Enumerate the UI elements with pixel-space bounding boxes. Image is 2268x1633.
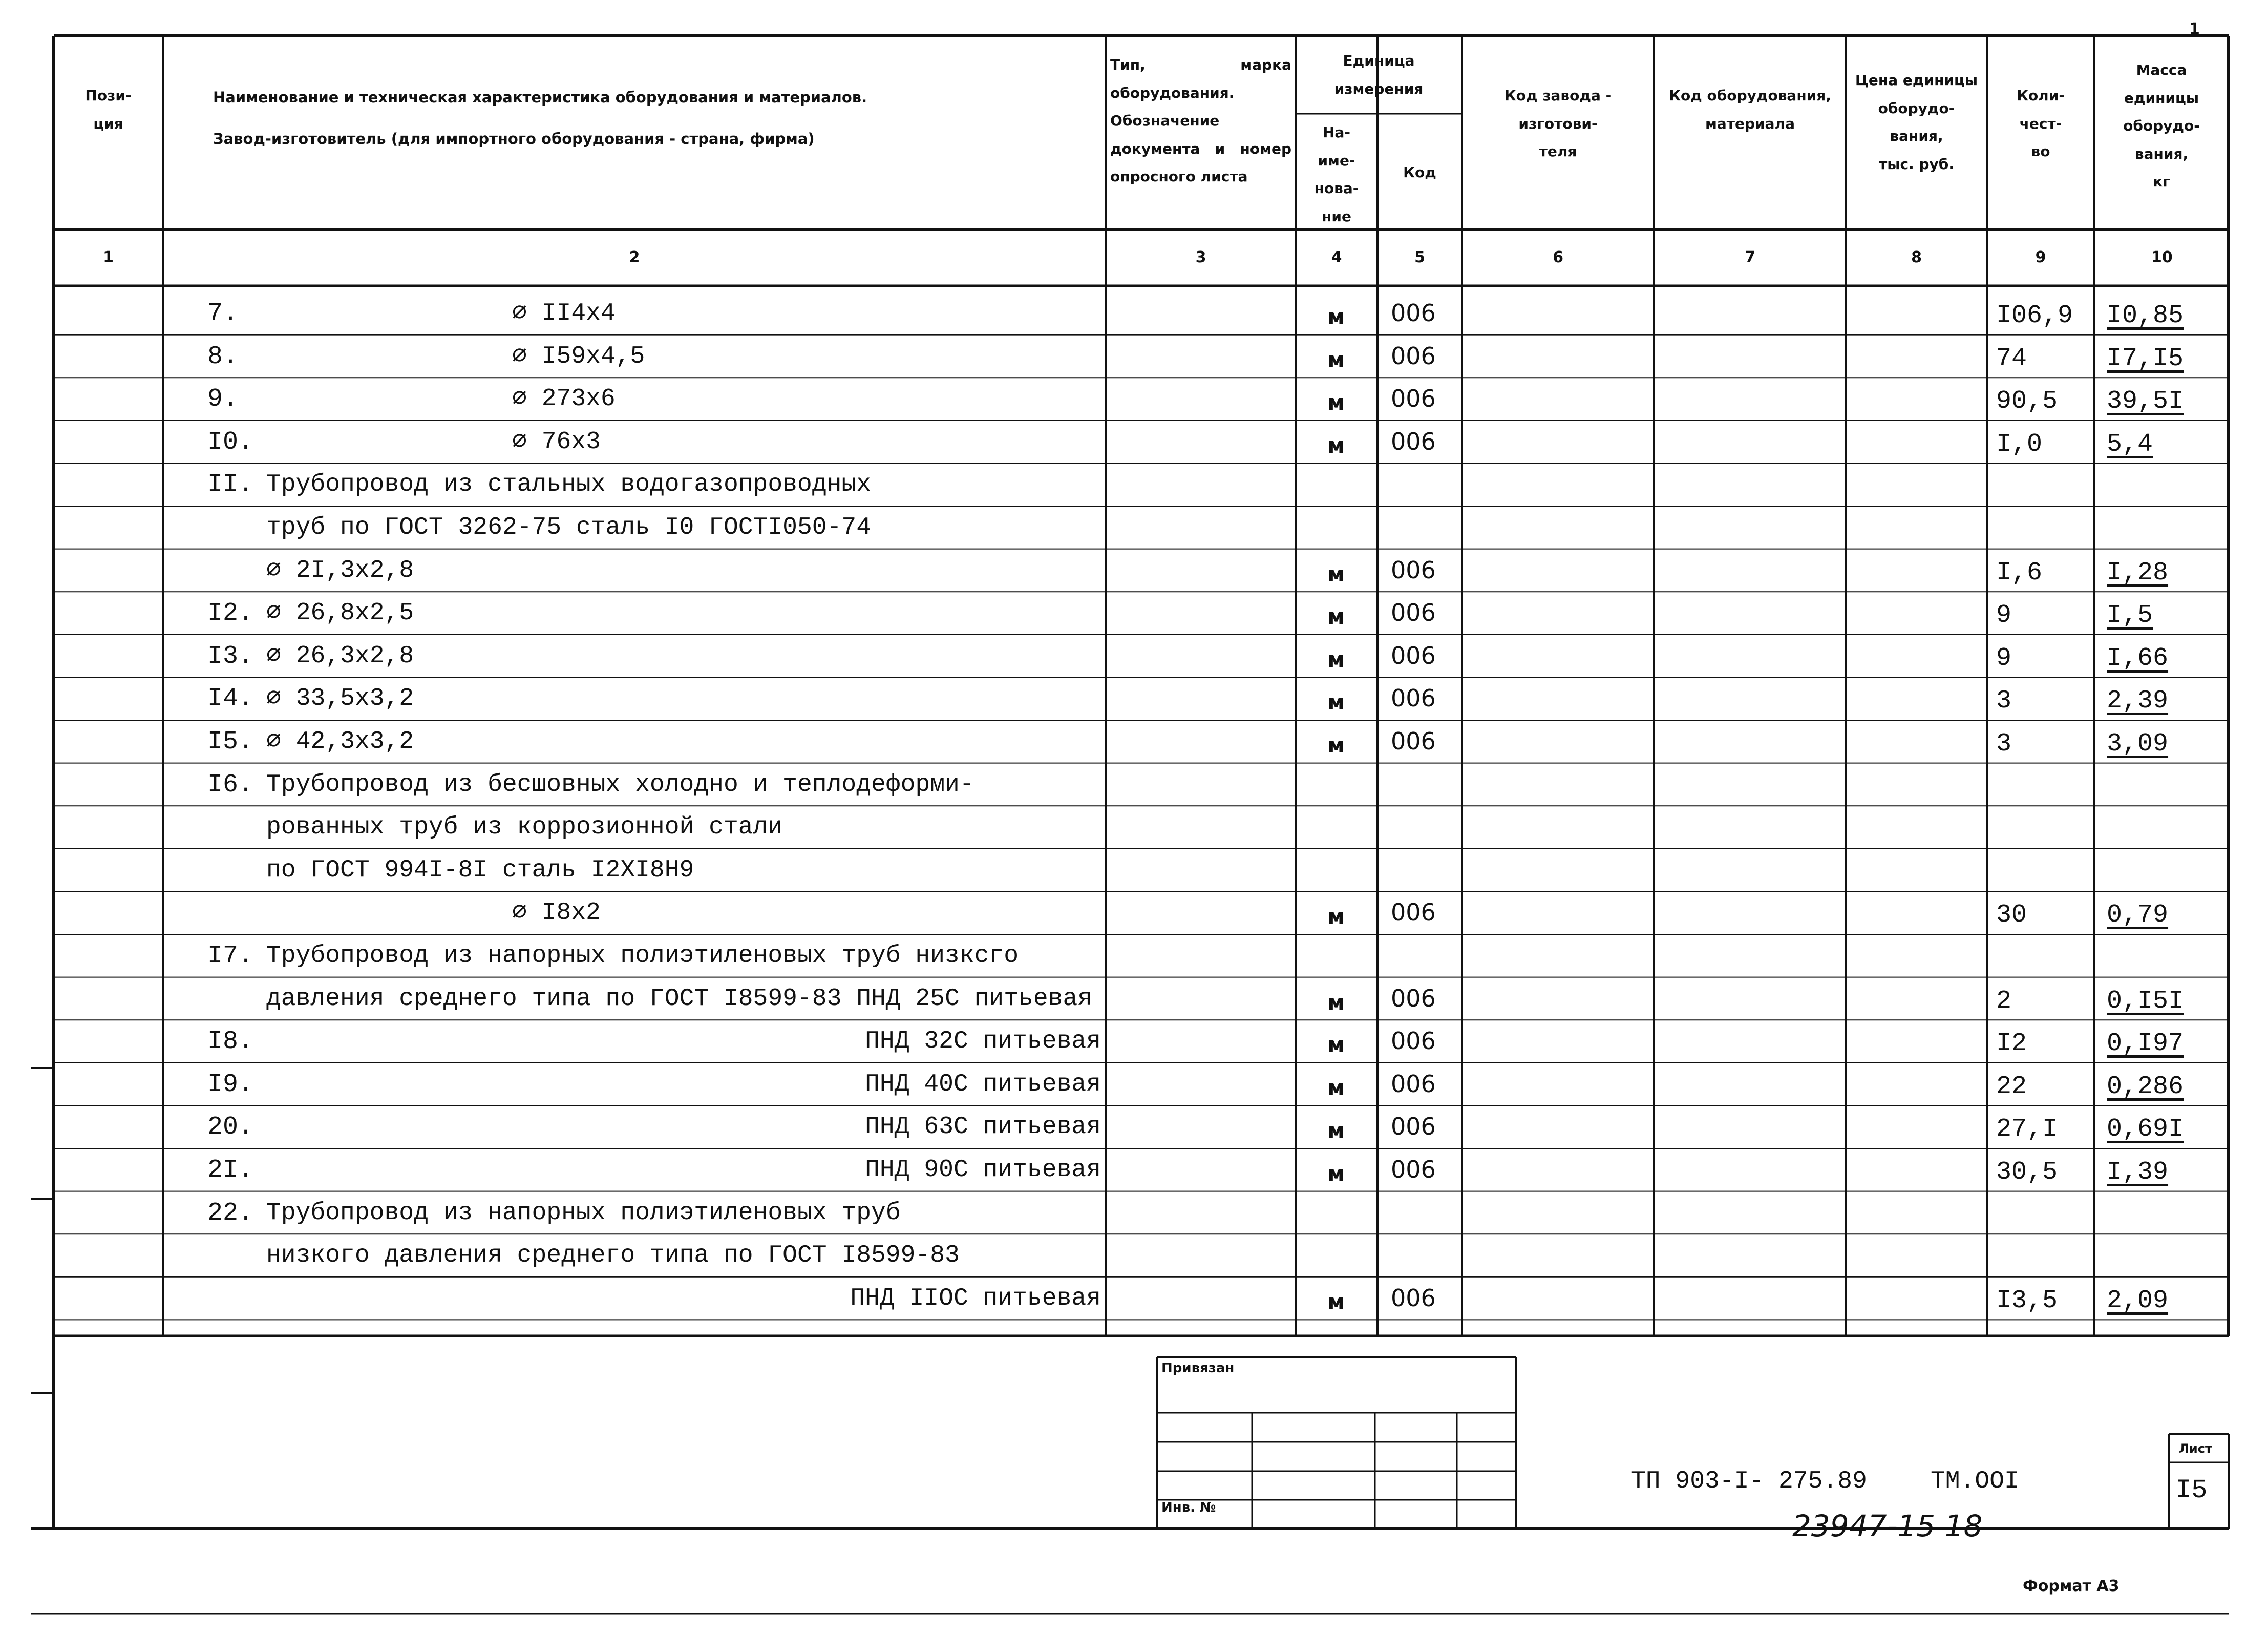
row-unit-code: 006 bbox=[1391, 1113, 1436, 1141]
row-unit-code: 006 bbox=[1391, 556, 1436, 584]
row-quantity: I2 bbox=[1996, 1029, 2027, 1059]
row-description: по ГОСТ 994I-8I сталь I2XI8H9 bbox=[266, 856, 694, 884]
row-description: ∅ 42,3x3,2 bbox=[266, 728, 414, 756]
row-quantity: 27,I bbox=[1996, 1115, 2058, 1144]
row-item-number: I5. bbox=[207, 727, 254, 757]
header-price: Цена единицы оборудо- вания, тыс. руб. bbox=[1855, 72, 1978, 173]
row-description-right: ∅ I59x4,5 bbox=[512, 342, 645, 370]
row-item-number: 22. bbox=[207, 1198, 254, 1228]
row-description-right: ПНД IIOC питьевая bbox=[850, 1284, 1101, 1312]
row-quantity: 9 bbox=[1996, 643, 2012, 673]
row-unit-name: м bbox=[1327, 347, 1345, 372]
row-description-right: ∅ II4x4 bbox=[512, 300, 616, 327]
row-description-right: ПНД 90С питьевая bbox=[865, 1156, 1101, 1184]
header-type: Тип, марка оборудования. Обозначение документа и номер опросного листа bbox=[1110, 56, 1291, 185]
column-number-2: 2 bbox=[629, 248, 640, 266]
column-number-10: 10 bbox=[2151, 248, 2173, 266]
header-unit-name: На- име- нова- ние bbox=[1314, 124, 1359, 225]
row-mass: 0,79 bbox=[2107, 901, 2169, 930]
row-unit-code: 006 bbox=[1391, 385, 1436, 413]
row-description: труб по ГОСТ 3262-75 сталь I0 ГОСТI050-74 bbox=[266, 514, 871, 541]
row-description: ∅ 2I,3x2,8 bbox=[266, 556, 414, 584]
row-mass: 0,286 bbox=[2107, 1072, 2184, 1101]
row-quantity: I,6 bbox=[1996, 558, 2043, 588]
row-unit-name: м bbox=[1327, 904, 1345, 929]
row-quantity: I06,9 bbox=[1996, 301, 2073, 330]
row-unit-code: 006 bbox=[1391, 984, 1436, 1012]
row-description: Трубопровод из стальных водогазопроводных bbox=[266, 471, 871, 499]
row-description-right: ПНД 63С питьевая bbox=[865, 1113, 1101, 1141]
row-item-number: 8. bbox=[207, 342, 239, 371]
row-mass: 3,09 bbox=[2107, 729, 2169, 759]
column-number-4: 4 bbox=[1331, 248, 1342, 266]
row-description-right: ∅ I8x2 bbox=[512, 899, 601, 927]
row-item-number: I0. bbox=[207, 427, 254, 457]
column-number-3: 3 bbox=[1195, 248, 1206, 266]
header-unit-code: Код bbox=[1403, 164, 1436, 181]
row-quantity: 90,5 bbox=[1996, 387, 2058, 416]
row-unit-name: м bbox=[1327, 304, 1345, 329]
row-quantity: 22 bbox=[1996, 1072, 2027, 1101]
format-label: Формат А3 bbox=[2023, 1577, 2119, 1595]
row-unit-code: 006 bbox=[1391, 641, 1436, 669]
row-quantity: 3 bbox=[1996, 729, 2012, 759]
row-description: ∅ 33,5x3,2 bbox=[266, 685, 414, 713]
row-unit-code: 006 bbox=[1391, 599, 1436, 627]
row-unit-code: 006 bbox=[1391, 898, 1436, 927]
row-item-number: 20. bbox=[207, 1113, 254, 1142]
row-description-right: ∅ 76x3 bbox=[512, 428, 601, 456]
row-item-number: 9. bbox=[207, 385, 239, 414]
row-description: ∅ 26,3x2,8 bbox=[266, 642, 414, 670]
row-unit-name: м bbox=[1327, 1032, 1345, 1058]
row-quantity: 30,5 bbox=[1996, 1158, 2058, 1187]
header-equipment-code: Код оборудования, материала bbox=[1669, 87, 1831, 132]
document-mark: ТМ.ООI bbox=[1931, 1468, 2019, 1495]
row-item-number: 7. bbox=[207, 299, 239, 328]
row-unit-code: 006 bbox=[1391, 1027, 1436, 1055]
row-unit-name: м bbox=[1327, 1118, 1345, 1143]
row-unit-code: 006 bbox=[1391, 427, 1436, 455]
row-quantity: 2 bbox=[1996, 986, 2012, 1016]
row-item-number: I4. bbox=[207, 684, 254, 714]
header-position: Пози- ция bbox=[85, 87, 132, 132]
row-description: низкого давления среднего типа по ГОСТ I8599-83 bbox=[266, 1242, 960, 1270]
row-unit-code: 006 bbox=[1391, 727, 1436, 755]
row-mass: 2,09 bbox=[2107, 1286, 2169, 1315]
row-description: Трубопровод из напорных полиэтиленовых труб низксго bbox=[266, 942, 1019, 970]
row-item-number: II. bbox=[207, 470, 254, 500]
header-unit-group: Единица измерения bbox=[1334, 52, 1424, 97]
row-unit-name: м bbox=[1327, 561, 1345, 587]
row-quantity: I3,5 bbox=[1996, 1286, 2058, 1315]
row-unit-code: 006 bbox=[1391, 299, 1436, 327]
row-quantity: 30 bbox=[1996, 901, 2027, 930]
row-quantity: 74 bbox=[1996, 344, 2027, 373]
row-item-number: I8. bbox=[207, 1027, 254, 1057]
row-unit-name: м bbox=[1327, 989, 1345, 1015]
row-unit-name: м bbox=[1327, 390, 1345, 415]
row-unit-code: 006 bbox=[1391, 684, 1436, 713]
row-mass: I0,85 bbox=[2107, 301, 2184, 330]
row-unit-name: м bbox=[1327, 1161, 1345, 1186]
row-mass: 39,5I bbox=[2107, 387, 2184, 416]
row-item-number: I9. bbox=[207, 1070, 254, 1099]
column-number-5: 5 bbox=[1414, 248, 1425, 266]
sheet-number: I5 bbox=[2175, 1475, 2208, 1505]
row-unit-name: м bbox=[1327, 646, 1345, 672]
row-item-number: I7. bbox=[207, 941, 254, 971]
row-item-number: I2. bbox=[207, 599, 254, 629]
column-number-1: 1 bbox=[103, 248, 114, 266]
row-description-right: ∅ 273x6 bbox=[512, 385, 616, 413]
page-mark: 1 bbox=[2189, 20, 2200, 38]
header-mass: Масса единицы оборудо- вания, кг bbox=[2123, 61, 2200, 191]
row-unit-code: 006 bbox=[1391, 342, 1436, 370]
row-unit-code: 006 bbox=[1391, 1070, 1436, 1098]
row-description-right: ПНД 40С питьевая bbox=[865, 1070, 1101, 1098]
column-number-9: 9 bbox=[2035, 248, 2046, 266]
row-unit-name: м bbox=[1327, 732, 1345, 758]
header-name: Наименование и техническая характеристика оборудования и материалов. Завод-изготовитель (для импортного оборудования - страна, фирма) bbox=[213, 89, 867, 148]
row-description: ∅ 26,8x2,5 bbox=[266, 599, 414, 627]
sheet-label: Лист bbox=[2179, 1441, 2212, 1456]
header-quantity: Коли- чест- во bbox=[2017, 87, 2065, 160]
header-plant-code: Код завода - изготови- теля bbox=[1504, 87, 1612, 160]
row-quantity: I,0 bbox=[1996, 429, 2043, 459]
row-unit-name: м bbox=[1327, 432, 1345, 458]
row-mass: I,66 bbox=[2107, 643, 2169, 673]
handwritten-number: 23947-15 18 bbox=[1792, 1509, 1983, 1543]
row-mass: 2,39 bbox=[2107, 686, 2169, 716]
row-description: рованных труб из коррозионной стали bbox=[266, 813, 783, 842]
row-description: Трубопровод из бесшовных холодно и теплодеформи- bbox=[266, 770, 974, 799]
row-unit-code: 006 bbox=[1391, 1284, 1436, 1312]
row-unit-name: м bbox=[1327, 1075, 1345, 1100]
column-number-7: 7 bbox=[1745, 248, 1755, 266]
row-mass: 0,I97 bbox=[2107, 1029, 2184, 1059]
document-code: ТП 903-I- 275.89 bbox=[1631, 1468, 1867, 1495]
row-quantity: 3 bbox=[1996, 686, 2012, 716]
row-mass: 5,4 bbox=[2107, 429, 2153, 459]
row-quantity: 9 bbox=[1996, 601, 2012, 631]
row-description-right: ПНД 32С питьевая bbox=[865, 1028, 1101, 1056]
row-item-number: I6. bbox=[207, 770, 254, 800]
row-description: Трубопровод из напорных полиэтиленовых труб bbox=[266, 1199, 901, 1227]
inventory-label: Инв. № bbox=[1161, 1500, 1216, 1515]
row-mass: I7,I5 bbox=[2107, 344, 2184, 373]
row-mass: I,28 bbox=[2107, 558, 2169, 588]
row-description: давления среднего типа по ГОСТ I8599-83 ПНД 25С питьевая bbox=[266, 985, 1093, 1013]
column-number-6: 6 bbox=[1553, 248, 1563, 266]
linked-label: Привязан bbox=[1161, 1360, 1235, 1376]
row-item-number: 2I. bbox=[207, 1156, 254, 1185]
row-mass: 0,I5I bbox=[2107, 986, 2184, 1016]
row-unit-name: м bbox=[1327, 1289, 1345, 1314]
row-item-number: I3. bbox=[207, 641, 254, 671]
column-number-8: 8 bbox=[1911, 248, 1922, 266]
row-mass: I,5 bbox=[2107, 601, 2153, 631]
row-mass: I,39 bbox=[2107, 1158, 2169, 1187]
row-unit-code: 006 bbox=[1391, 1156, 1436, 1183]
row-unit-name: м bbox=[1327, 689, 1345, 715]
row-unit-name: м bbox=[1327, 604, 1345, 630]
row-mass: 0,69I bbox=[2107, 1115, 2184, 1144]
